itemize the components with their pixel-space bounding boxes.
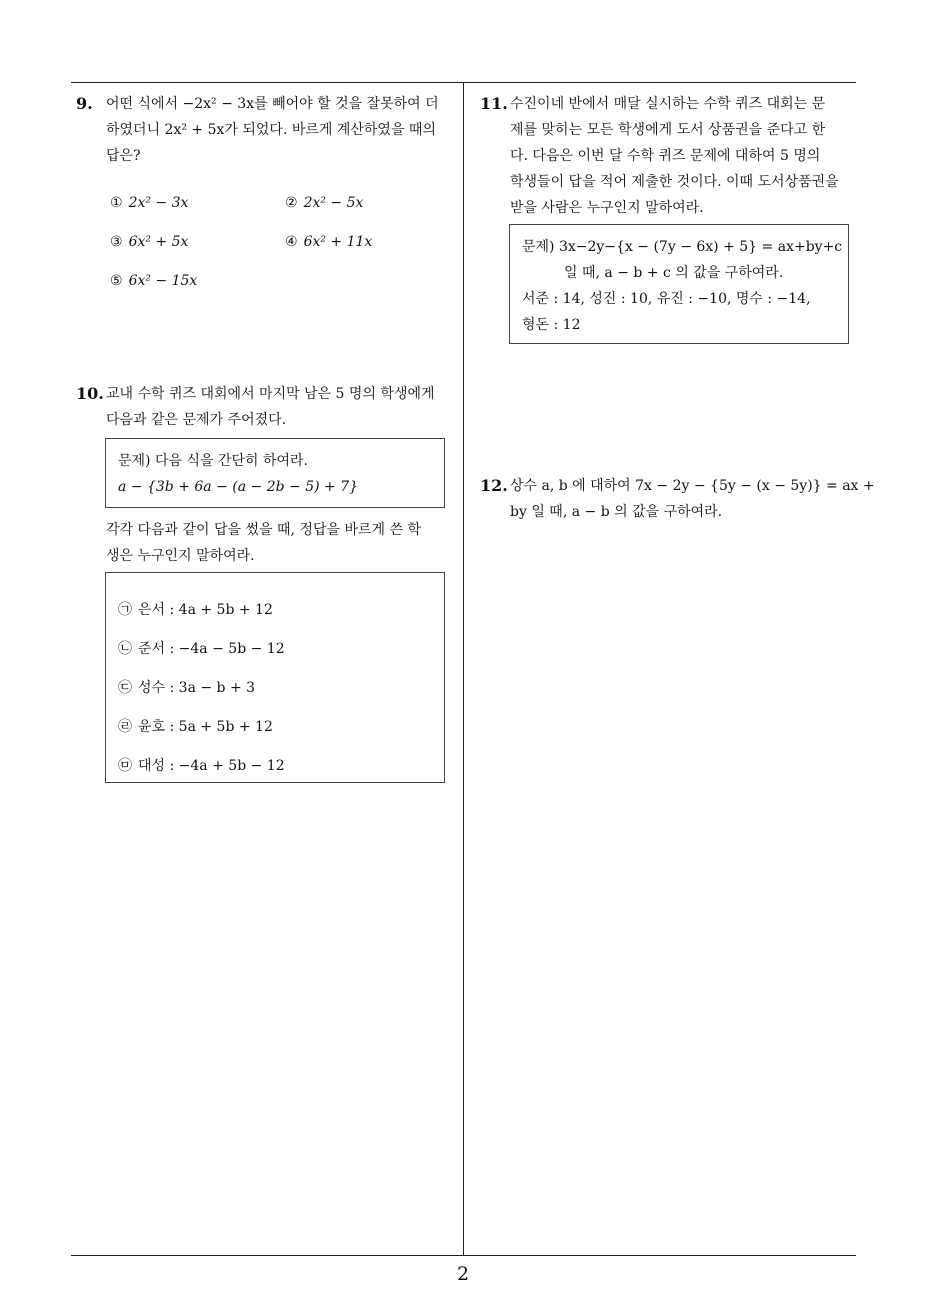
- problem-12-line-2: by 일 때, a − b 의 값을 구하여라.: [510, 504, 723, 520]
- problem-10-stem: [106, 381, 456, 433]
- problem-9-number: 9.: [76, 94, 93, 113]
- problem-10-answers-box: [105, 572, 445, 783]
- answer-d-text: 윤호 : 5a + 5b + 12: [138, 719, 273, 735]
- choice-3-text: 6x² + 5x: [128, 234, 189, 250]
- problem-12-stem: [510, 473, 875, 525]
- answer-a-text: 은서 : 4a + 5b + 12: [138, 602, 273, 618]
- choice-2-mark: ②: [285, 195, 298, 211]
- choice-5-mark: ⑤: [110, 273, 123, 289]
- problem-11-line-2: 제를 맞히는 모든 학생에게 도서 상품권을 준다고 한: [510, 122, 826, 138]
- problem-12-number: 12.: [480, 476, 508, 495]
- problem-9-line-1: 어떤 식에서 −2x² − 3x를 빼어야 할 것을 잘못하여 더: [106, 96, 439, 112]
- page-number: 2: [456, 1263, 470, 1285]
- answer-e-mark: ㉤: [118, 758, 132, 774]
- problem-11-number: 11.: [480, 94, 508, 113]
- problem-10-box-line-2: a − {3b + 6a − (a − 2b − 5) + 7}: [118, 479, 359, 495]
- problem-10-line-2: 다음과 같은 문제가 주어졌다.: [106, 412, 287, 428]
- problem-9-line-2: 하였더니 2x² + 5x가 되었다. 바르게 계산하였을 때의: [106, 122, 436, 138]
- choice-3[interactable]: [110, 234, 188, 250]
- problem-10-question-box: [105, 438, 445, 508]
- problem-11-line-1: 수진이네 반에서 매달 실시하는 수학 퀴즈 대회는 문: [510, 96, 826, 112]
- choice-3-mark: ③: [110, 234, 123, 250]
- choice-5[interactable]: [110, 273, 197, 289]
- problem-11-box-line-1: 문제) 3x−2y−{x − (7y − 6x) + 5} = ax+by+c: [522, 239, 843, 255]
- problem-10-line-3: 각각 다음과 같이 답을 썼을 때, 정답을 바르게 쓴 학: [106, 522, 421, 538]
- problem-11-question-box: [509, 224, 849, 344]
- problem-11-line-3: 다. 다음은 이번 달 수학 퀴즈 문제에 대하여 5 명의: [510, 148, 821, 164]
- problem-11-box-line-3: 서준 : 14, 성진 : 10, 유진 : −10, 명수 : −14,: [522, 291, 811, 307]
- problem-9-stem: [106, 91, 456, 169]
- problem-10-box-line-1: 문제) 다음 식을 간단히 하여라.: [118, 453, 309, 469]
- problem-11-line-5: 받을 사람은 누구인지 말하여라.: [510, 200, 704, 216]
- answer-c-mark: ㉢: [118, 680, 132, 696]
- problem-11-box-line-2: 일 때, a − b + c 의 값을 구하여라.: [564, 265, 784, 281]
- answer-a[interactable]: [118, 597, 273, 623]
- column-divider: [463, 82, 464, 1256]
- answer-d-mark: ㉣: [118, 719, 132, 735]
- choice-1-mark: ①: [110, 195, 123, 211]
- problem-11-box-line-4: 형돈 : 12: [522, 317, 581, 333]
- answer-e-text: 대성 : −4a + 5b − 12: [138, 758, 285, 774]
- answer-d[interactable]: [118, 714, 273, 740]
- answer-c-text: 성수 : 3a − b + 3: [138, 680, 256, 696]
- bottom-rule: [71, 1255, 856, 1256]
- problem-10-instruction: [106, 517, 456, 569]
- choice-4-text: 6x² + 11x: [303, 234, 373, 250]
- answer-e[interactable]: [118, 753, 285, 779]
- choice-2[interactable]: [285, 195, 363, 211]
- answer-b-text: 준서 : −4a − 5b − 12: [138, 641, 285, 657]
- problem-10-line-4: 생은 누구인지 말하여라.: [106, 548, 255, 564]
- problem-11-line-4: 학생들이 답을 적어 제출한 것이다. 이때 도서상품권을: [510, 174, 839, 190]
- problem-12-line-1: 상수 a, b 에 대하여 7x − 2y − {5y − (x − 5y)} = ax +: [510, 478, 875, 494]
- answer-c[interactable]: [118, 675, 255, 701]
- problem-9-line-3: 답은?: [106, 148, 141, 164]
- problem-10-line-1: 교내 수학 퀴즈 대회에서 마지막 남은 5 명의 학생에게: [106, 386, 435, 402]
- answer-a-mark: ㉠: [118, 602, 132, 618]
- choice-1-text: 2x² − 3x: [128, 195, 189, 211]
- choice-4-mark: ④: [285, 234, 298, 250]
- problem-11-stem: [510, 91, 860, 221]
- answer-b[interactable]: [118, 636, 285, 662]
- problem-10-number: 10.: [76, 384, 104, 403]
- answer-b-mark: ㉡: [118, 641, 132, 657]
- choice-5-text: 6x² − 15x: [128, 273, 198, 289]
- choice-4[interactable]: [285, 234, 372, 250]
- choice-1[interactable]: [110, 195, 188, 211]
- choice-2-text: 2x² − 5x: [303, 195, 364, 211]
